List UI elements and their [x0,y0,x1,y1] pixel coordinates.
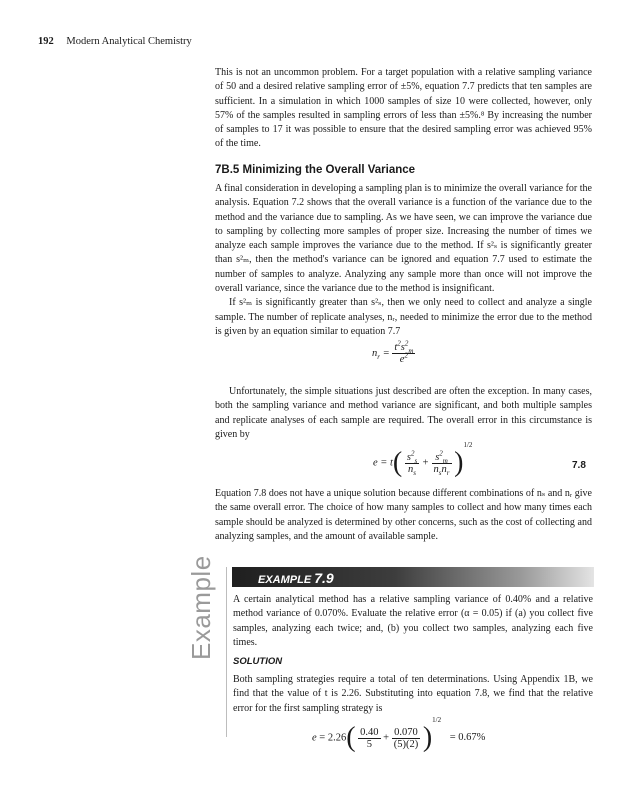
equation-number: 7.8 [572,460,586,471]
section-paragraph-3: Unfortunately, the simple situations just described are often the exception. In many cases, both the sampling variance and method variance are significant, and both multiple samples and replicate analyses of each sample are required. The overall error in this circumstance is given by [215,386,592,440]
equation-7-8: e = t( $\frac{s^2_s}{n_s}$ + $\frac{s^2_m}{n_sn_r}$ )$^{1/2}$ [373,440,473,478]
calc-num1: 0.40 [360,726,379,738]
section-paragraph-4-block [215,487,592,544]
section-paragraph-2: If s²ₘ is significantly greater than s²ₛ, then we only need to collect and analyze a single sample. The number of replicate analyses, nᵣ, needed to minimize the error due to the method is given by an equation similar to equation 7.7 [215,297,592,337]
example-number: 7.9 [314,570,334,586]
solution-equation: e = 2.26( $\frac{0.40}{5}$ + $\frac{0.070}{(5)(2)}$ )$^{1/2}$ = 0.67% [312,715,486,753]
running-title: Modern Analytical Chemistry [66,36,192,47]
example-rule [226,567,227,737]
section-paragraph-1: A final consideration in developing a sampling plan is to minimize the overall variance for the analysis. Equation 7.2 shows that the overall variance is a function of the variance due to the method and the variance due to sampling. As we have seen, we can improve the variance due to sampling by collecting more samples of proper size. Increasing the number of times we analyze each sample improves the variance due to the method. If s²ₛ is significantly greater than s²ₘ, then the method's variance can be ignored and equation 7.7 used to estimate the number of samples to analyze. Analyzing any sample more than once will not improve the overall variance, since the variance due to the method is insignificant. [215,183,592,295]
calc-den2: (5)(2) [393,738,419,750]
example-problem: A certain analytical method has a relative sampling variance of 0.40% and a relative method variance of 0.070%. Evaluate the relative error (α = 0.05) if (a) you collect five samples, analyzing each twice; and, (b) you collect two samples, analyzing each five times. [233,594,593,648]
section-body [215,182,592,339]
example-side-label: Example [186,555,216,660]
example-label: EXAMPLE [258,574,312,586]
example-problem-block [233,593,593,650]
intro-paragraph-block [215,66,592,152]
calc-result: = 0.67% [449,732,486,744]
section-paragraph-3-block [215,385,592,442]
solution-block [233,673,593,716]
calc-num2: 0.070 [392,727,421,739]
running-header [38,36,192,47]
example-title [258,570,334,586]
section-paragraph-4: Equation 7.8 does not have a unique solution because different combinations of nₛ and nᵣ give the same overall error. The choice of how many samples to collect and how many times each sample should be analyzed is determined by other concerns, such as the cost of collecting and analyzing samples, and the amount of available sample. [215,488,592,542]
calc-den1: 5 [366,738,372,750]
intro-paragraph: This is not an uncommon problem. For a target population with a relative sampling variance of 50 and a desired relative sampling error of ±5%, equation 7.7 predicts that ten samples are sufficient. In a simulation in which 1000 samples of size 10 were collected, however, only 57% of the samples resulted in sampling errors of less than ±5%.⁸ By increasing the number of samples to 17 it was possible to ensure that the desired sampling error was achieved 95% of the time. [215,67,592,150]
equation-nr: $n_r$ = $\frac{t^2s^2_m}{e^2}$ [372,339,414,365]
solution-text: Both sampling strategies require a total of ten determinations. Using Appendix 1B, we find that the value of t is 2.26. Substituting into equation 7.8, we find that the relative error for the first sampling strategy is [233,674,593,714]
solution-label: SOLUTION [233,656,283,667]
example-banner [232,567,594,587]
section-heading: 7B.5 Minimizing the Overall Variance [215,164,416,176]
page-number: 192 [38,36,54,47]
calc-t: 2.26 [327,732,347,744]
